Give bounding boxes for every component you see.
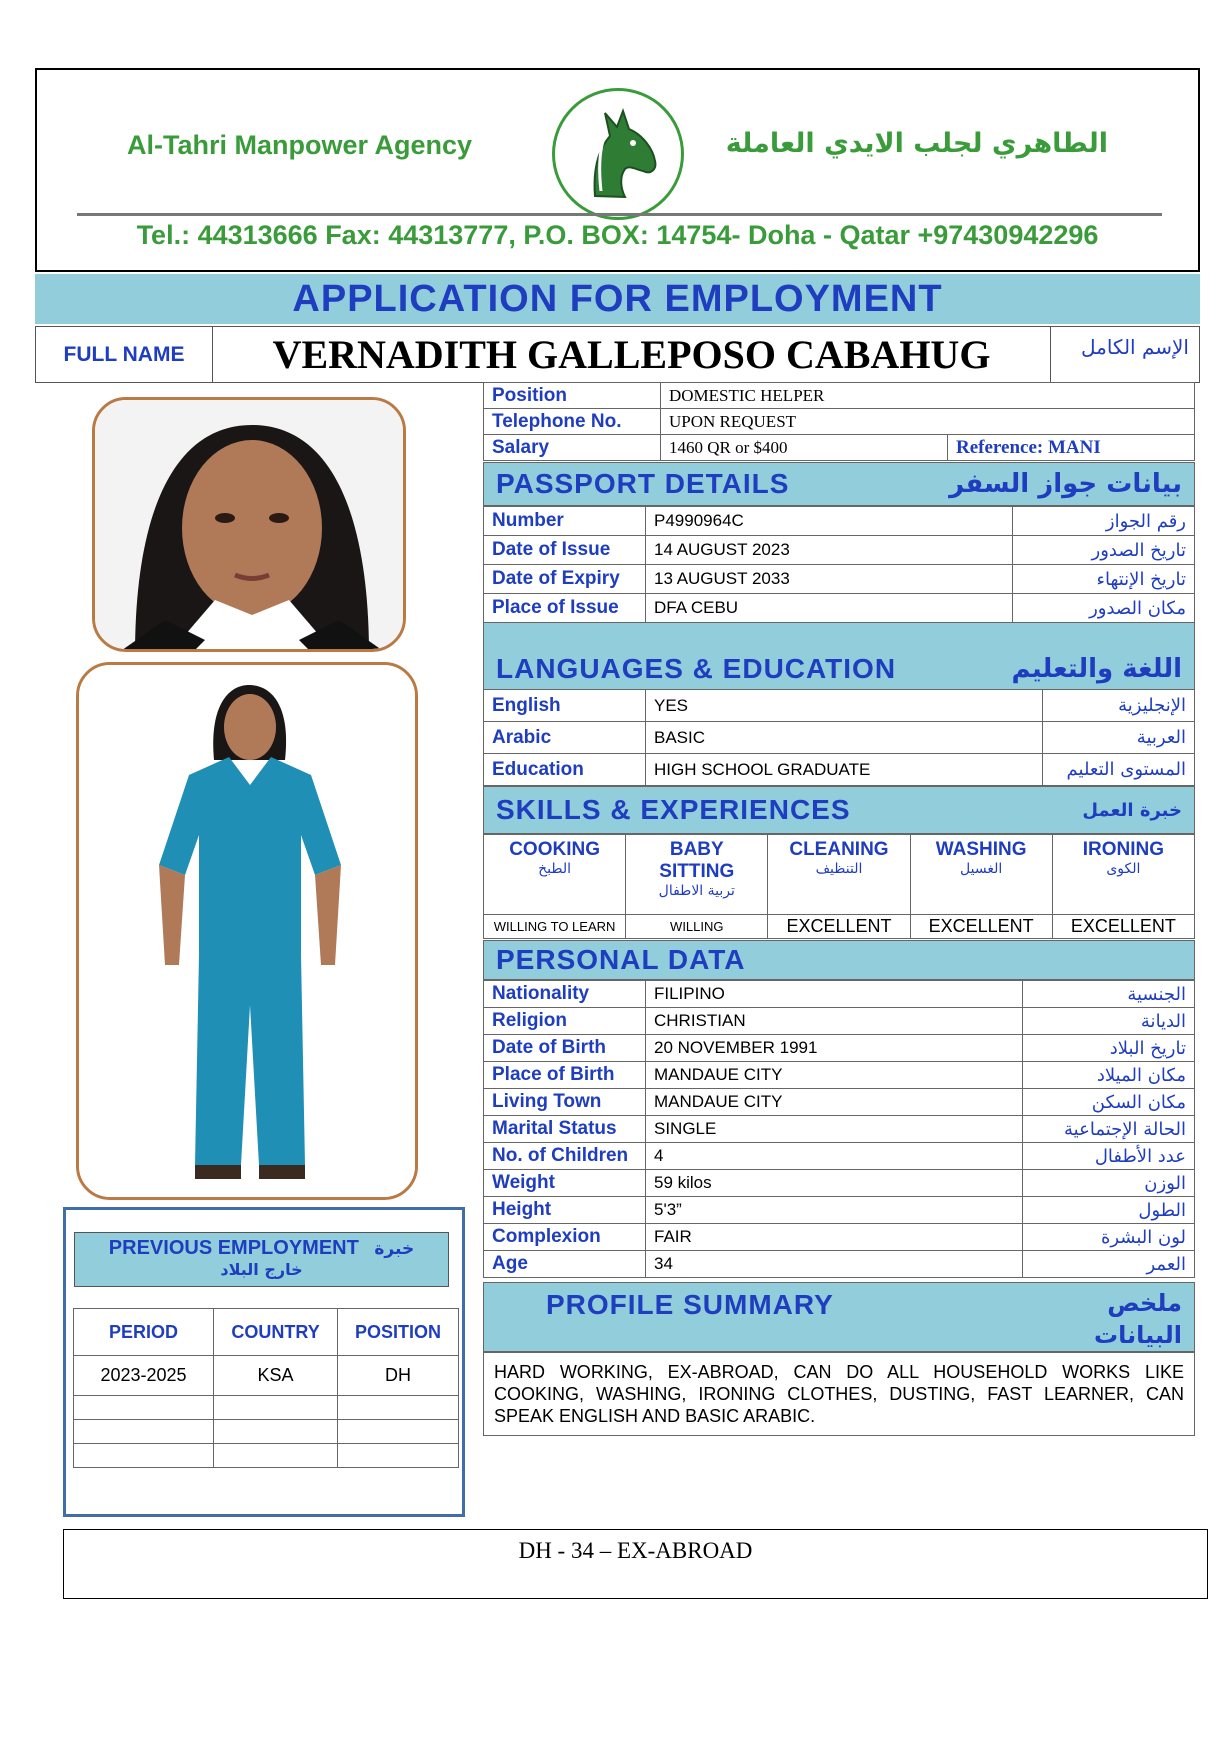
row-value: MANDAUE CITY (646, 1062, 1023, 1089)
row-label-ar: العربية (1043, 722, 1195, 754)
row-label: Nationality (484, 981, 646, 1008)
row-label-ar: تاريخ الصدور (1013, 536, 1195, 565)
salary-label: Salary (484, 435, 661, 461)
skills-title: SKILLS & EXPERIENCES (496, 794, 851, 825)
table-cell (74, 1396, 214, 1420)
table-row (484, 722, 1195, 754)
table-row (484, 1089, 1195, 1116)
previous-employment-header (74, 1232, 449, 1287)
previous-employment-title-ar-a: خبرة (374, 1239, 415, 1259)
table-row (484, 690, 1195, 722)
reference-value: Reference: MANI (948, 435, 1195, 461)
languages-title: LANGUAGES & EDUCATION (496, 653, 897, 684)
skill-cell (768, 835, 910, 915)
skill-level: WILLING TO LEARN (484, 915, 626, 939)
agency-name-en: Al-Tahri Manpower Agency (127, 130, 473, 160)
skill-cell (1052, 835, 1194, 915)
skill-name-ar: تربية الاطفال (658, 883, 735, 899)
job-info-table (483, 382, 1195, 461)
agency-contact: Tel.: 44313666 Fax: 44313777, P.O. BOX: 14754- Doha - Qatar +97430942296 (136, 220, 1099, 250)
row-label-ar: مكان الصدور (1013, 594, 1195, 623)
row-label-ar: مكان السكن (1023, 1089, 1195, 1116)
column-header: POSITION (338, 1309, 459, 1356)
table-row (484, 754, 1195, 786)
passport-section-header (483, 462, 1195, 506)
row-value: HIGH SCHOOL GRADUATE (646, 754, 1043, 786)
passport-spacer (483, 623, 1195, 649)
table-row (484, 1251, 1195, 1278)
row-value: 14 AUGUST 2023 (646, 536, 1013, 565)
skill-level: EXCELLENT (768, 915, 910, 939)
skill-level: EXCELLENT (1052, 915, 1194, 939)
table-cell (214, 1396, 338, 1420)
row-label: Number (484, 507, 646, 536)
page-title: APPLICATION FOR EMPLOYMENT (292, 278, 943, 320)
skill-cell (626, 835, 768, 915)
table-cell: KSA (214, 1356, 338, 1396)
skill-level: WILLING (626, 915, 768, 939)
row-label: Place of Birth (484, 1062, 646, 1089)
row-label-ar: رقم الجواز (1013, 507, 1195, 536)
row-label-ar: المستوى التعليم (1043, 754, 1195, 786)
skill-name: IRONING (1082, 839, 1165, 860)
skills-table (483, 834, 1195, 939)
row-label-ar: الإنجليزية (1043, 690, 1195, 722)
skill-cell (484, 835, 626, 915)
table-cell (74, 1444, 214, 1468)
applicant-face-photo (92, 397, 406, 652)
skills-title-ar: خبرة العمل (1082, 799, 1182, 821)
row-label: Age (484, 1251, 646, 1278)
title-bar (35, 274, 1200, 324)
row-label: Education (484, 754, 646, 786)
skills-section-header (483, 786, 1195, 834)
languages-section-header (483, 649, 1195, 689)
row-label: No. of Children (484, 1143, 646, 1170)
horse-logo-icon (552, 88, 684, 220)
skill-name: COOKING (509, 839, 600, 860)
previous-employment-title-ar-b: خارج البلاد (220, 1260, 303, 1279)
table-row (74, 1356, 459, 1396)
table-row (484, 1170, 1195, 1197)
header-divider (77, 213, 1162, 216)
personal-table (483, 980, 1195, 1278)
row-value: FAIR (646, 1224, 1023, 1251)
row-value: DFA CEBU (646, 594, 1013, 623)
full-name-row (35, 326, 1200, 383)
table-row (484, 981, 1195, 1008)
telephone-value: UPON REQUEST (661, 409, 1195, 435)
row-label: Weight (484, 1170, 646, 1197)
skill-name-ar: الكوى (1106, 861, 1141, 877)
row-value: 20 NOVEMBER 1991 (646, 1035, 1023, 1062)
skill-name: WASHING (935, 839, 1027, 860)
position-label: Position (484, 383, 661, 409)
row-value: 5'3” (646, 1197, 1023, 1224)
row-value: BASIC (646, 722, 1043, 754)
telephone-label: Telephone No. (484, 409, 661, 435)
row-label-ar: تاريخ الإنتهاء (1013, 565, 1195, 594)
row-label-ar: العمر (1023, 1251, 1195, 1278)
full-name-label-ar: الإسم الكامل (1080, 335, 1189, 359)
row-label: Date of Issue (484, 536, 646, 565)
row-label-ar: الطول (1023, 1197, 1195, 1224)
passport-title-ar: بيانات جواز السفر (949, 469, 1182, 499)
profile-title-ar: ملخص البيانات (1094, 1289, 1182, 1349)
row-value: 34 (646, 1251, 1023, 1278)
table-row (484, 1143, 1195, 1170)
languages-table (483, 689, 1195, 786)
row-label: Date of Birth (484, 1035, 646, 1062)
salary-value: 1460 QR or $400 (661, 435, 948, 461)
skill-name-ar: التنظيف (815, 861, 863, 877)
footer-code: DH - 34 – EX-ABROAD (63, 1529, 1208, 1599)
row-label: English (484, 690, 646, 722)
languages-title-ar: اللغة والتعليم (1011, 654, 1182, 684)
table-row (484, 1116, 1195, 1143)
row-label: Religion (484, 1008, 646, 1035)
row-label: Date of Expiry (484, 565, 646, 594)
table-cell (74, 1420, 214, 1444)
skill-level: EXCELLENT (910, 915, 1052, 939)
row-value: FILIPINO (646, 981, 1023, 1008)
skill-cell (910, 835, 1052, 915)
row-label-ar: عدد الأطفال (1023, 1143, 1195, 1170)
previous-employment-table (73, 1308, 459, 1468)
table-row (484, 536, 1195, 565)
previous-employment-box (63, 1207, 465, 1517)
skill-name-ar: الغسيل (960, 861, 1003, 877)
row-value: P4990964C (646, 507, 1013, 536)
agency-header (35, 68, 1200, 272)
table-row (74, 1420, 459, 1444)
table-row (484, 1197, 1195, 1224)
table-row (484, 507, 1195, 536)
personal-section-header (483, 940, 1195, 980)
row-value: 59 kilos (646, 1170, 1023, 1197)
table-cell: 2023-2025 (74, 1356, 214, 1396)
table-cell: DH (338, 1356, 459, 1396)
table-row (484, 565, 1195, 594)
column-header: PERIOD (74, 1309, 214, 1356)
table-cell (338, 1444, 459, 1468)
profile-summary-text: HARD WORKING, EX-ABROAD, CAN DO ALL HOUSEHOLD WORKS LIKE COOKING, WASHING, IRONING CLOTHES, DUSTING, FAST LEARNER, CAN SPEAK ENGLISH AND BASIC ARABIC. (483, 1352, 1195, 1436)
row-value: 13 AUGUST 2033 (646, 565, 1013, 594)
applicant-full-body-photo (76, 662, 418, 1200)
row-value: CHRISTIAN (646, 1008, 1023, 1035)
skill-name: BABY SITTING (659, 839, 735, 882)
full-name-value: VERNADITH GALLEPOSO CABAHUG (213, 327, 1051, 382)
row-label: Arabic (484, 722, 646, 754)
skill-name-ar: الطبخ (538, 861, 572, 877)
column-header: COUNTRY (214, 1309, 338, 1356)
row-label-ar: الجنسية (1023, 981, 1195, 1008)
row-label-ar: الديانة (1023, 1008, 1195, 1035)
row-label: Complexion (484, 1224, 646, 1251)
table-row (74, 1444, 459, 1468)
row-label-ar: الحالة الإجتماعية (1023, 1116, 1195, 1143)
row-value: YES (646, 690, 1043, 722)
table-cell (338, 1420, 459, 1444)
row-label: Height (484, 1197, 646, 1224)
personal-title: PERSONAL DATA (496, 944, 746, 975)
table-row (484, 1224, 1195, 1251)
agency-name-ar: الطاهري لجلب الايدي العاملة (725, 128, 1108, 159)
row-label-ar: تاريخ البلاد (1023, 1035, 1195, 1062)
row-label-ar: مكان الميلاد (1023, 1062, 1195, 1089)
table-row (74, 1396, 459, 1420)
position-value: DOMESTIC HELPER (661, 383, 1195, 409)
table-header-row (74, 1309, 459, 1356)
passport-title: PASSPORT DETAILS (496, 468, 790, 499)
skill-name: CLEANING (789, 839, 889, 860)
row-label: Marital Status (484, 1116, 646, 1143)
passport-table (483, 506, 1195, 623)
table-cell (214, 1420, 338, 1444)
table-cell (214, 1444, 338, 1468)
row-label: Living Town (484, 1089, 646, 1116)
table-cell (338, 1396, 459, 1420)
row-value: 4 (646, 1143, 1023, 1170)
full-name-label: FULL NAME (36, 327, 213, 382)
table-row (484, 1035, 1195, 1062)
previous-employment-title: PREVIOUS EMPLOYMENT (108, 1237, 359, 1259)
row-label-ar: الوزن (1023, 1170, 1195, 1197)
row-label: Place of Issue (484, 594, 646, 623)
table-row (484, 594, 1195, 623)
row-value: SINGLE (646, 1116, 1023, 1143)
row-value: MANDAUE CITY (646, 1089, 1023, 1116)
row-label-ar: لون البشرة (1023, 1224, 1195, 1251)
profile-title: PROFILE SUMMARY (546, 1289, 834, 1320)
table-row (484, 1008, 1195, 1035)
table-row (484, 1062, 1195, 1089)
profile-section-header (483, 1282, 1195, 1352)
